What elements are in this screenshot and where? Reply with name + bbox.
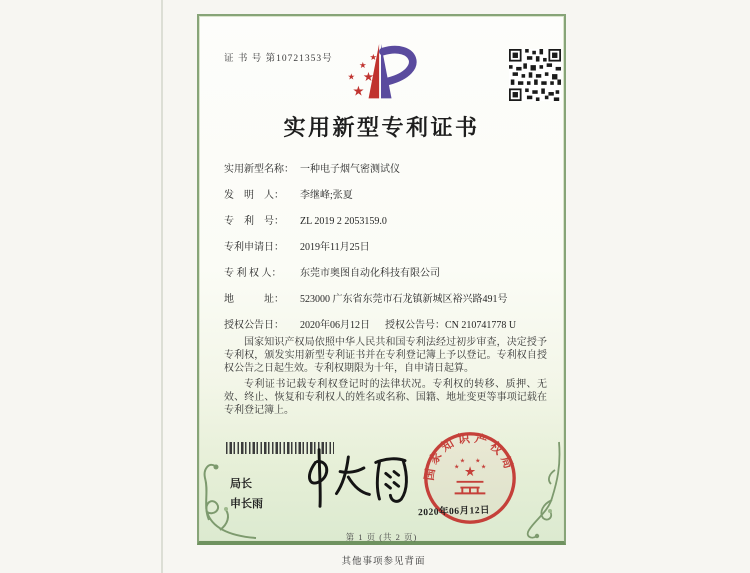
svg-text:★: ★ [359, 59, 367, 70]
field-value: CN 210741778 U [445, 320, 517, 331]
svg-text:★: ★ [463, 464, 477, 480]
grant-publication-no [385, 316, 516, 331]
field-row-filing-date [224, 238, 550, 251]
cnipa-logo-icon [338, 39, 424, 111]
legal-paragraph: 专利证书记载专利权登记时的法律状况。专利权的转移、质押、无效、终止、恢复和专利权人的姓名或名称、国籍、地址变更等事项记载在专利登记簿上。 [224, 379, 547, 416]
field-row-patentee [224, 264, 550, 277]
field-row-patent-no [224, 212, 550, 225]
legal-paragraph: 国家知识产权局依照中华人民共和国专利法经过初步审查，决定授予专利权，颁发实用新型专利证书并在专利登记簿上予以登记。专利权自授权公告之日起生效。专利权期限为十年，自申请日起算。 [224, 337, 547, 374]
certificate [197, 14, 566, 545]
field-label: 授权公告号： [385, 320, 445, 331]
seal-date: 2020年06月12日 [417, 505, 491, 519]
reverse-side-note: 其他事项参见背面 [341, 557, 426, 567]
field-list [224, 160, 550, 342]
svg-text:★: ★ [352, 83, 365, 99]
field-row-grant [224, 316, 550, 329]
corner-flourish-left-icon [200, 460, 258, 540]
svg-text:★: ★ [480, 464, 487, 471]
certificate-title: 实用新型专利证书 [283, 115, 480, 140]
seal-text: 国家知识产权局 [422, 430, 518, 482]
svg-text:★: ★ [369, 52, 378, 63]
qr-code [509, 49, 561, 101]
svg-text:★: ★ [362, 70, 374, 85]
underlying-page-edge [161, 0, 163, 573]
field-label: 专利申请日： [224, 242, 284, 253]
svg-text:★: ★ [453, 464, 460, 471]
field-value: ZL 2019 2 2053159.0 [300, 216, 387, 227]
field-label: 地 址： [224, 294, 284, 305]
field-label: 授权公告日： [224, 320, 284, 331]
field-row-name [224, 160, 550, 173]
field-value: 李继峰;张夏 [300, 190, 353, 201]
field-label: 专 利 权 人： [224, 268, 282, 279]
svg-text:★: ★ [459, 458, 465, 465]
field-value: 2019年11月25日 [300, 242, 370, 253]
corner-flourish-right-icon [521, 440, 563, 540]
field-row-address [224, 290, 550, 303]
signature-shen-changyu [287, 446, 417, 510]
signer-title: 局长 [230, 478, 252, 490]
certificate-number: 证 书 号 第10721353号 [224, 54, 333, 64]
field-value: 523000 广东省东莞市石龙镇新城区裕兴路491号 [300, 294, 508, 305]
field-label: 实用新型名称： [224, 164, 294, 175]
field-label: 专 利 号： [224, 216, 284, 227]
legal-text [224, 336, 547, 420]
svg-text:★: ★ [347, 71, 356, 82]
field-value: 一种电子烟气密测试仪 [300, 164, 400, 175]
page-number: 第 1 页 (共 2 页) [345, 532, 418, 542]
field-value: 东莞市奥图自动化科技有限公司 [300, 268, 440, 279]
svg-text:★: ★ [475, 458, 481, 465]
field-value: 2020年06月12日 [300, 320, 370, 331]
field-label: 发 明 人： [224, 190, 284, 201]
field-row-inventor [224, 186, 550, 199]
signer-name: 申长雨 [230, 498, 263, 510]
